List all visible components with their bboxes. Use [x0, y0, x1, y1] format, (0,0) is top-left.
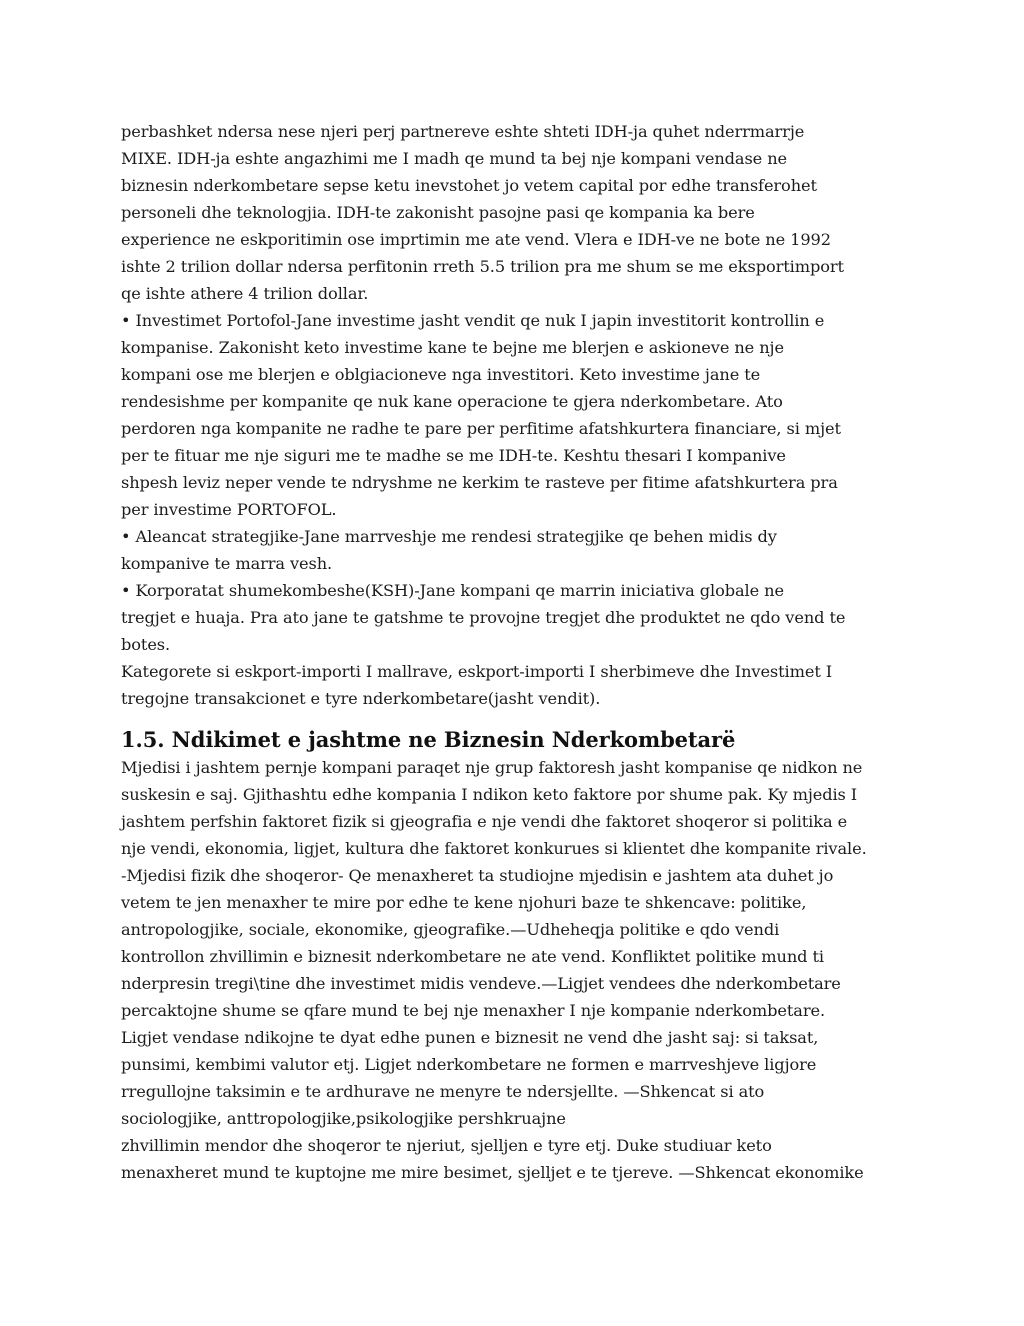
text-line: -Mjedisi fizik dhe shoqeror- Qe menaxheret ta studiojne mjedisin e jashtem ata duhet jo	[121, 866, 834, 885]
bullet-line: • Aleancat strategjike-Jane marrveshje me rendesi strategjike qe behen midis dy	[121, 527, 777, 546]
text-line: botes.	[121, 635, 171, 654]
bullet-line: • Investimet Portofol-Jane investime jasht vendit qe nuk I japin investitorit kontrollin e	[121, 311, 825, 330]
text-line: MIXE. IDH-ja eshte angazhimi me I madh qe mund ta bej nje kompani vendase ne	[121, 149, 787, 168]
text-line: nderpresin tregi\tine dhe investimet midis vendeve.—Ligjet vendees dhe nderkombetare	[121, 974, 841, 993]
text-line: tregojne transakcionet e tyre nderkombetare(jasht vendit).	[121, 689, 601, 708]
text-line: tregjet e huaja. Pra ato jane te gatshme te provojne tregjet dhe produktet ne qdo vend te	[121, 608, 846, 627]
text-line: zhvillimin mendor dhe shoqeror te njeriut, sjelljen e tyre etj. Duke studiuar keto	[121, 1136, 772, 1155]
text-line: percaktojne shume se qfare mund te bej nje menaxher I nje kompanie nderkombetare.	[121, 1001, 826, 1020]
text-line: per investime PORTOFOL.	[121, 500, 337, 519]
text-line: perdoren nga kompanite ne radhe te pare per perfitime afatshkurtera financiare, si mjet	[121, 419, 841, 438]
paragraph-block-2	[121, 754, 911, 1186]
text-line: suskesin e saj. Gjithashtu edhe kompania I ndikon keto faktore por shume pak. Ky mjedis I	[121, 785, 858, 804]
text-line: vetem te jen menaxher te mire por edhe te kene njohuri baze te shkencave: politike,	[121, 893, 807, 912]
document-page	[121, 118, 911, 1186]
text-line: Ligjet vendase ndikojne te dyat edhe punen e biznesit ne vend dhe jasht saj: si taksat,	[121, 1028, 819, 1047]
text-line: kontrollon zhvillimin e biznesit nderkombetare ne ate vend. Konfliktet politike mund ti	[121, 947, 824, 966]
text-line: biznesin nderkombetare sepse ketu inevstohet jo vetem capital por edhe transferohet	[121, 176, 817, 195]
text-line: shpesh leviz neper vende te ndryshme ne kerkim te rasteve per fitime afatshkurtera pra	[121, 473, 838, 492]
text-line: personeli dhe teknologjia. IDH-te zakonisht pasojne pasi qe kompania ka bere	[121, 203, 755, 222]
text-line: Mjedisi i jashtem pernje kompani paraqet nje grup faktoresh jasht kompanise qe nidkon ne	[121, 758, 863, 777]
text-line: punsimi, kembimi valutor etj. Ligjet nderkombetare ne formen e marrveshjeve ligjore	[121, 1055, 817, 1074]
text-line: antropologjike, sociale, ekonomike, gjeografike.—Udheheqja politike e qdo vendi	[121, 920, 780, 939]
text-line: rregullojne taksimin e te ardhurave ne menyre te ndersjellte. —Shkencat si ato	[121, 1082, 765, 1101]
text-line: rendesishme per kompanite qe nuk kane operacione te gjera nderkombetare. Ato	[121, 392, 783, 411]
bullet-line: • Korporatat shumekombeshe(KSH)-Jane kompani qe marrin iniciativa globale ne	[121, 581, 784, 600]
text-line: Kategorete si eskport-importi I mallrave, eskport-importi I sherbimeve dhe Investimet I	[121, 662, 833, 681]
paragraph-block-1	[121, 118, 911, 712]
text-line: experience ne eskporitimin ose imprtimin me ate vend. Vlera e IDH-ve ne bote ne 1992	[121, 230, 831, 249]
text-line: nje vendi, ekonomia, ligjet, kultura dhe faktoret konkurues si klientet dhe kompanite rivale.	[121, 839, 867, 858]
text-line: per te fituar me nje siguri me te madhe se me IDH-te. Keshtu thesari I kompanive	[121, 446, 786, 465]
text-line: perbashket ndersa nese njeri perj partnereve eshte shteti IDH-ja quhet nderrmarrje	[121, 122, 805, 141]
text-line: qe ishte athere 4 trilion dollar.	[121, 284, 369, 303]
text-line: sociologjike, anttropologjike,psikologjike pershkruajne	[121, 1109, 566, 1128]
text-line: jashtem perfshin faktoret fizik si gjeografia e nje vendi dhe faktoret shoqeror si politika e	[121, 812, 848, 831]
section-heading: 1.5. Ndikimet e jashtme ne Biznesin Nderkombetarë	[121, 727, 736, 752]
text-line: menaxheret mund te kuptojne me mire besimet, sjelljet e te tjereve. —Shkencat ekonomike	[121, 1163, 864, 1182]
text-line: ishte 2 trilion dollar ndersa perfitonin rreth 5.5 trilion pra me shum se me eksportimport	[121, 257, 844, 276]
text-line: kompanise. Zakonisht keto investime kane te bejne me blerjen e askioneve ne nje	[121, 338, 784, 357]
text-line: kompanive te marra vesh.	[121, 554, 333, 573]
text-line: kompani ose me blerjen e oblgiacioneve nga investitori. Keto investime jane te	[121, 365, 761, 384]
